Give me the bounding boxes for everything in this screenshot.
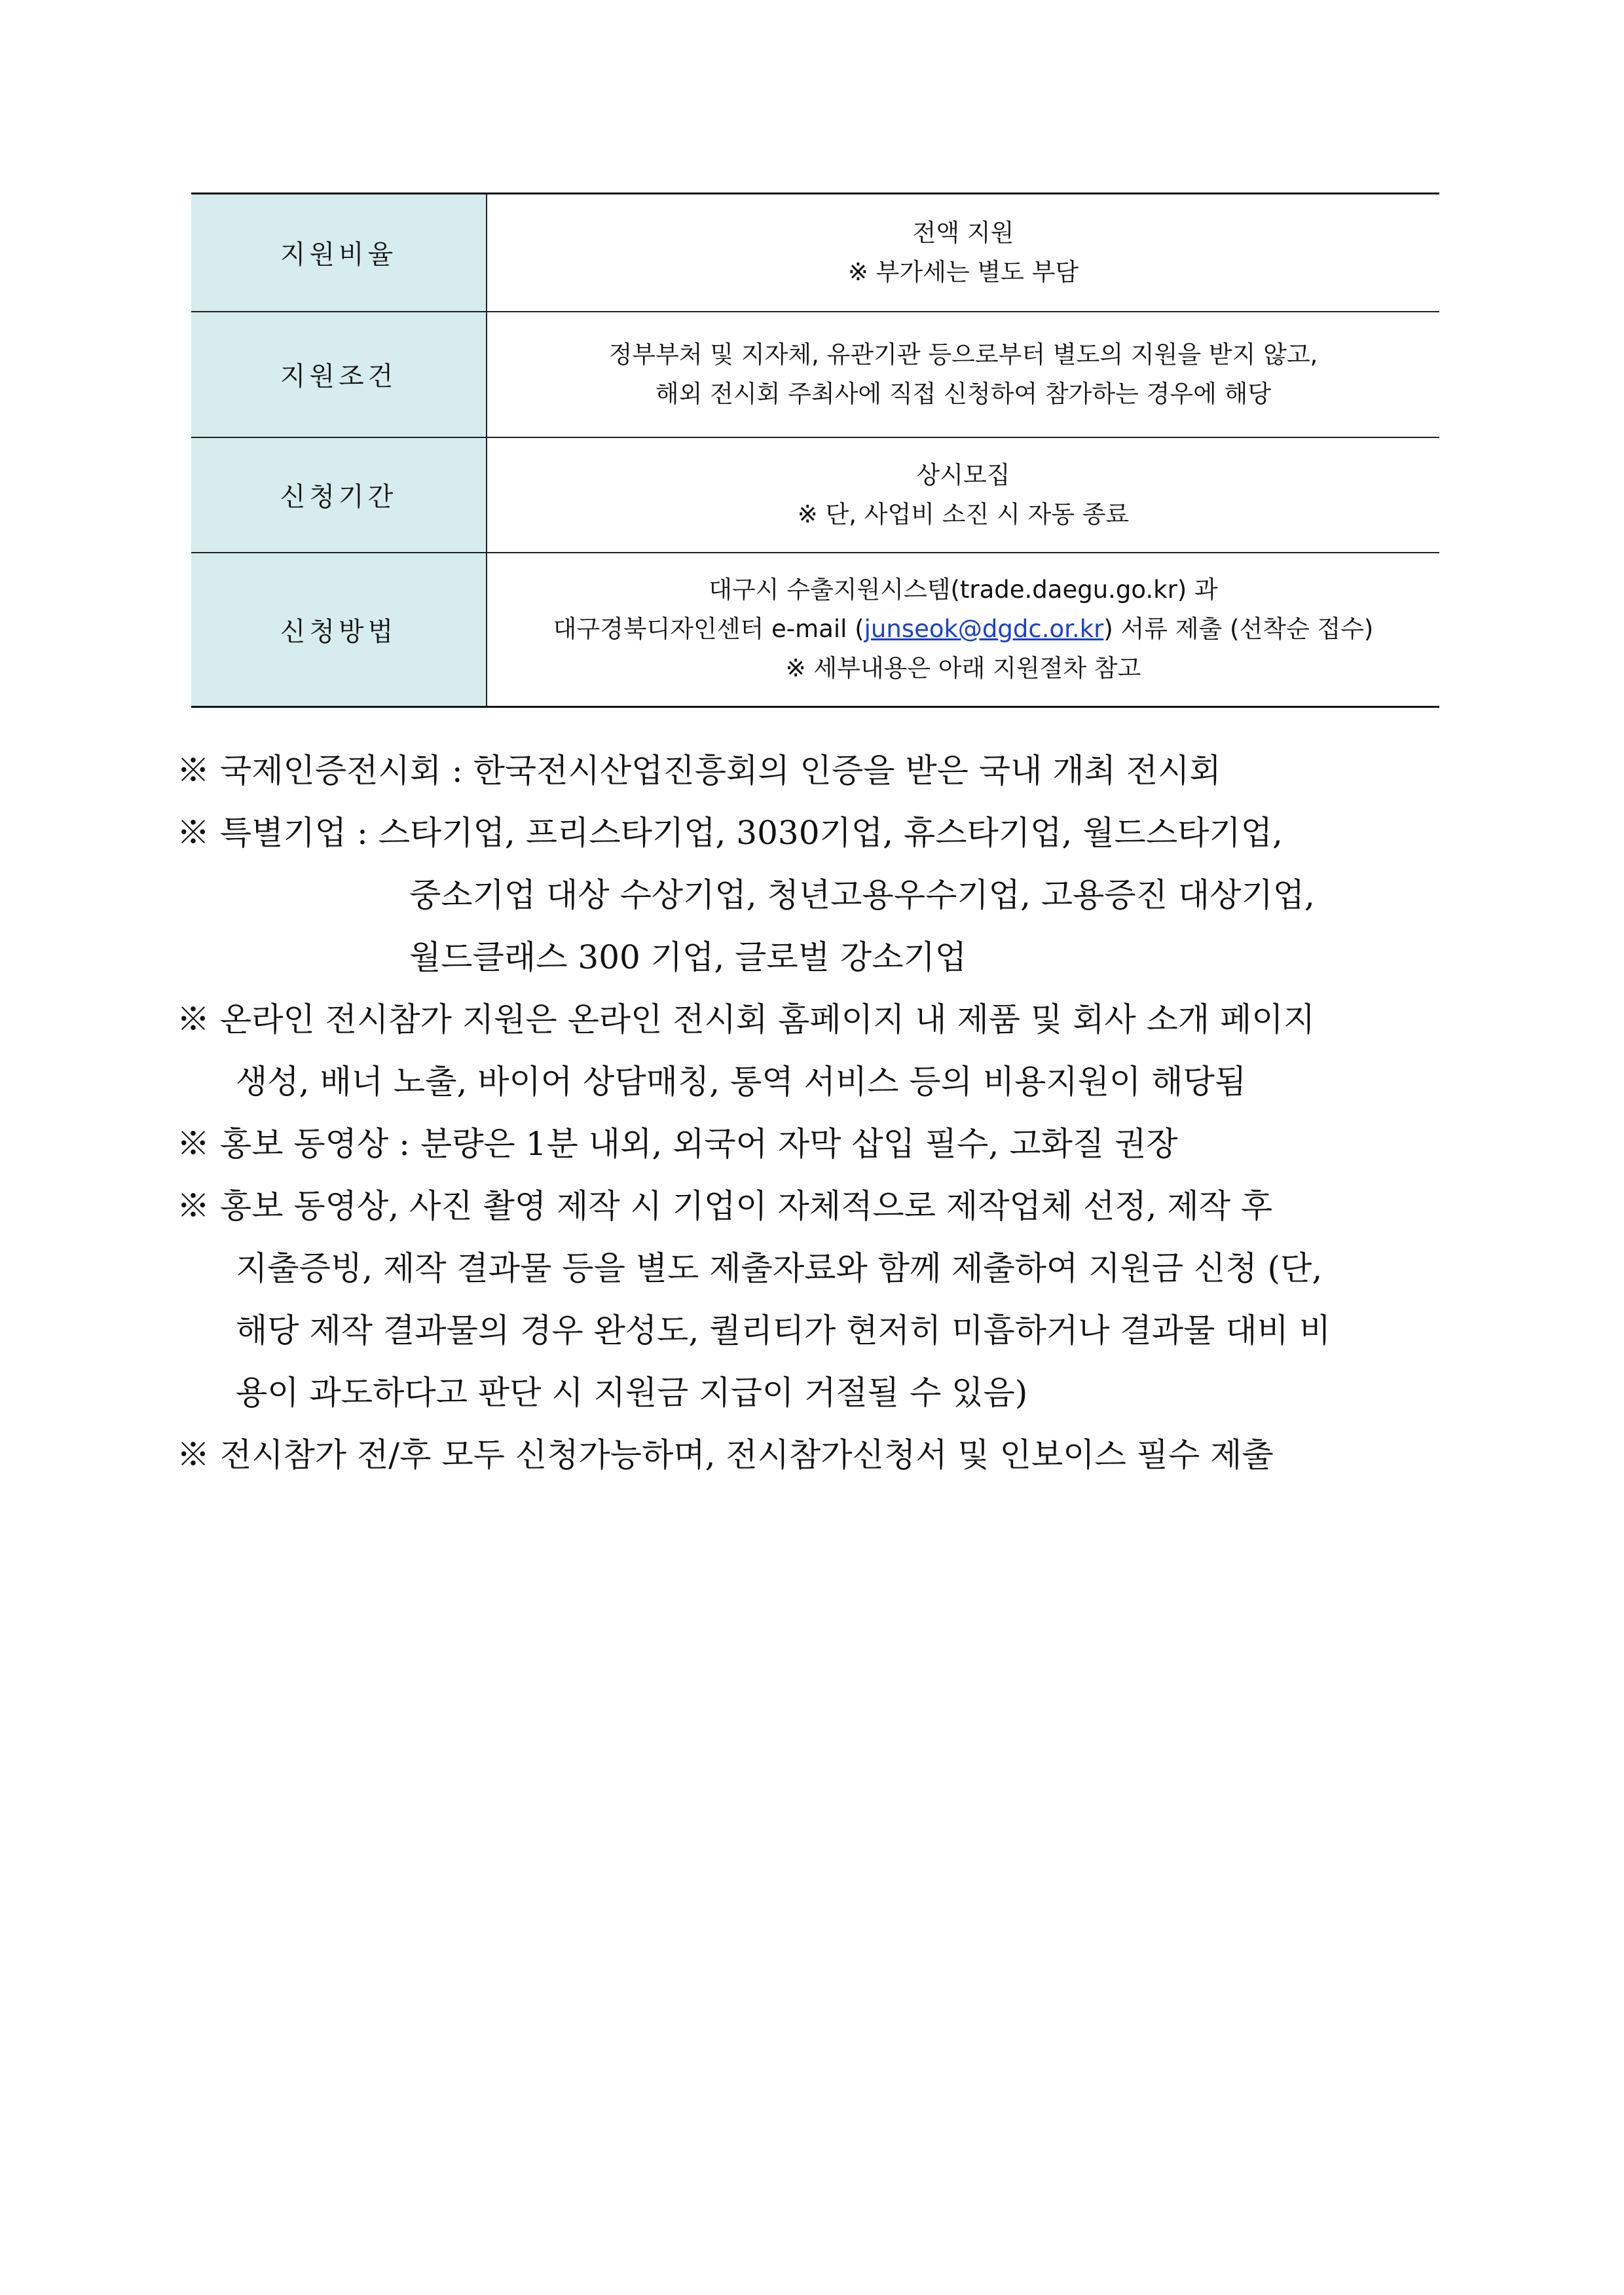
value-line xyxy=(487,610,1439,649)
note-production-cont: 해당 제작 결과물의 경우 완성도, 퀄리티가 현저히 미흡하거나 결과물 대비 비 xyxy=(236,1312,1331,1349)
value-line: 정부부처 및 지자체, 유관기관 등으로부터 별도의 지원을 받지 않고, xyxy=(608,340,1318,369)
row-label-support-conditions: 지원조건 xyxy=(191,312,487,437)
note-production-cont: 지출증빙, 제작 결과물 등을 별도 제출자료와 함께 제출하여 지원금 신청 (단, xyxy=(236,1249,1323,1287)
note-production-cont: 용이 과도하다고 판단 시 지원금 지급이 거절될 수 있음) xyxy=(236,1374,1028,1412)
note-production: ※ 홍보 동영상, 사진 촬영 제작 시 기업이 자체적으로 제작업체 선정, 제작 후 xyxy=(177,1187,1273,1225)
note-application-timing: ※ 전시참가 전/후 모두 신청가능하며, 전시참가신청서 및 인보이스 필수 제출 xyxy=(177,1436,1274,1474)
note-special-companies-cont: 중소기업 대상 수상기업, 청년고용우수기업, 고용증진 대상기업, xyxy=(409,876,1315,914)
row-label-application-method: 신청방법 xyxy=(191,553,487,707)
note-online-exhibition-cont: 생성, 배너 노출, 바이어 상담매칭, 통역 서비스 등의 비용지원이 해당됨 xyxy=(236,1063,1247,1101)
note-special-companies: ※ 특별기업 : 스타기업, 프리스타기업, 3030기업, 휴스타기업, 월드스타기업, xyxy=(177,814,1283,852)
email-link[interactable]: junseok@dgdc.or.kr xyxy=(864,615,1104,644)
note-special-companies-cont: 월드클래스 300 기업, 글로벌 강소기업 xyxy=(409,938,967,976)
row-value-support-ratio xyxy=(487,194,1439,312)
email-suffix-text: ) 서류 제출 (선착순 접수) xyxy=(1103,615,1374,644)
row-value-support-conditions xyxy=(487,312,1439,437)
value-line: ※ 세부내용은 아래 지원절차 참고 xyxy=(785,654,1141,683)
row-value-application-method xyxy=(487,553,1439,707)
note-online-exhibition: ※ 온라인 전시참가 지원은 온라인 전시회 홈페이지 내 제품 및 회사 소개 페이지 xyxy=(177,1001,1316,1038)
row-label-application-period: 신청기간 xyxy=(191,437,487,553)
email-prefix-text: 대구경북디자인센터 e-mail ( xyxy=(553,615,864,644)
notes-section xyxy=(177,740,1473,1486)
row-label-support-ratio: 지원비율 xyxy=(191,194,487,312)
value-line: ※ 부가세는 별도 부담 xyxy=(847,257,1079,286)
row-value-application-period xyxy=(487,437,1439,553)
value-line: ※ 단, 사업비 소진 시 자동 종료 xyxy=(797,500,1130,528)
support-info-table xyxy=(191,193,1439,708)
value-line: 해외 전시회 주최사에 직접 신청하여 참가하는 경우에 해당 xyxy=(655,379,1272,408)
note-promo-video: ※ 홍보 동영상 : 분량은 1분 내외, 외국어 자막 삽입 필수, 고화질 권장 xyxy=(177,1125,1178,1163)
value-line: 상시모집 xyxy=(916,460,1010,489)
value-line: 대구시 수출지원시스템(trade.daegu.go.kr) 과 xyxy=(709,576,1218,604)
table-row xyxy=(191,553,1439,707)
value-line: 전액 지원 xyxy=(912,218,1014,247)
table-row xyxy=(191,437,1439,553)
table-row xyxy=(191,194,1439,312)
table-row xyxy=(191,312,1439,437)
note-certified-exhibition: ※ 국제인증전시회 : 한국전시산업진흥회의 인증을 받은 국내 개최 전시회 xyxy=(177,752,1221,790)
